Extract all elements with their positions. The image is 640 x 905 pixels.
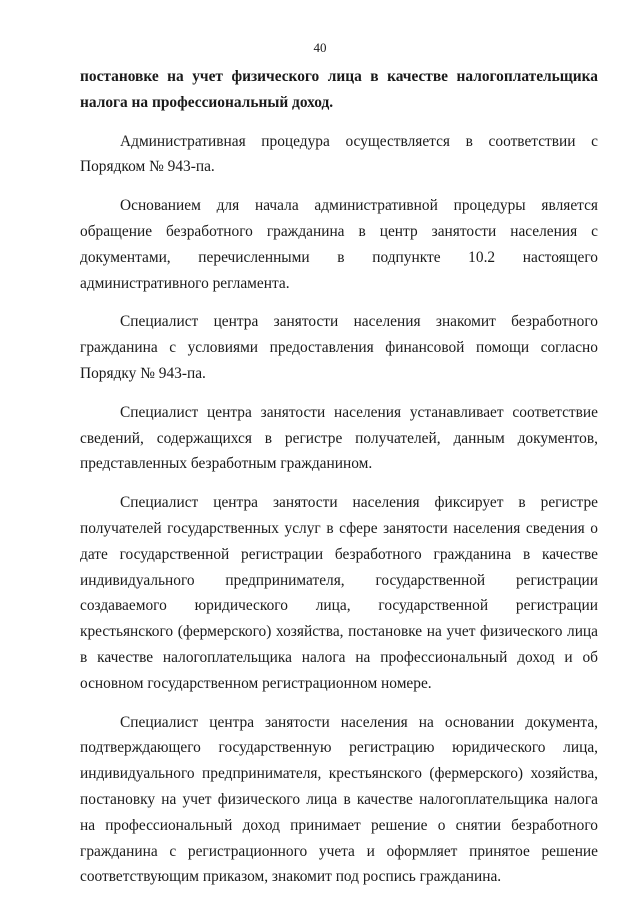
paragraph-specialist-informs: Специалист центра занятости населения знакомит безработного гражданина с условиями предоставления финансовой помощи согласно Порядку № 943-па. bbox=[80, 313, 598, 382]
paragraph-heading-continuation: постановке на учет физического лица в качестве налогоплательщика налога на профессиональный доход. bbox=[80, 68, 598, 111]
paragraph-specialist-verifies: Специалист центра занятости населения устанавливает соответствие сведений, содержащихся в регистре получателей, данным документов, представленных безработным гражданином. bbox=[80, 403, 598, 473]
paragraph-grounds: Основанием для начала административной процедуры является обращение безработного гражданина в центр занятости населения с документами, перечисленными в подпункте 10.2 настоящего административного регламента. bbox=[80, 197, 598, 292]
paragraph-procedure-basis: Административная процедура осуществляется в соответствии с Порядком № 943-па. bbox=[80, 132, 598, 176]
paragraph-specialist-records: Специалист центра занятости населения фиксирует в регистре получателей государственных услуг в сфере занятости населения сведения о дате государственной регистрации безработного гражданина в качестве индивидуального предпринимателя, государственной регистрации создаваемого юридического лица, государственной регистрации крестьянского (фермерского) хозяйства, постановке на учет физического лица в качестве налогоплательщика налога на профессиональный доход и об основном государственном регистрационном номере. bbox=[80, 494, 598, 692]
document-body bbox=[80, 64, 598, 903]
paragraph-specialist-decision: Специалист центра занятости населения на основании документа, подтверждающего государственную регистрацию юридического лица, индивидуального предпринимателя, крестьянского (фермерского) хозяйства, постановку на учет физического лица в качестве налогоплательщика налога на профессиональный доход принимает решение о снятии безработного гражданина с регистрационного учета и оформляет принятое решение соответствующим приказом, знакомит под роспись гражданина. bbox=[80, 713, 598, 886]
page-number: 40 bbox=[313, 40, 327, 55]
